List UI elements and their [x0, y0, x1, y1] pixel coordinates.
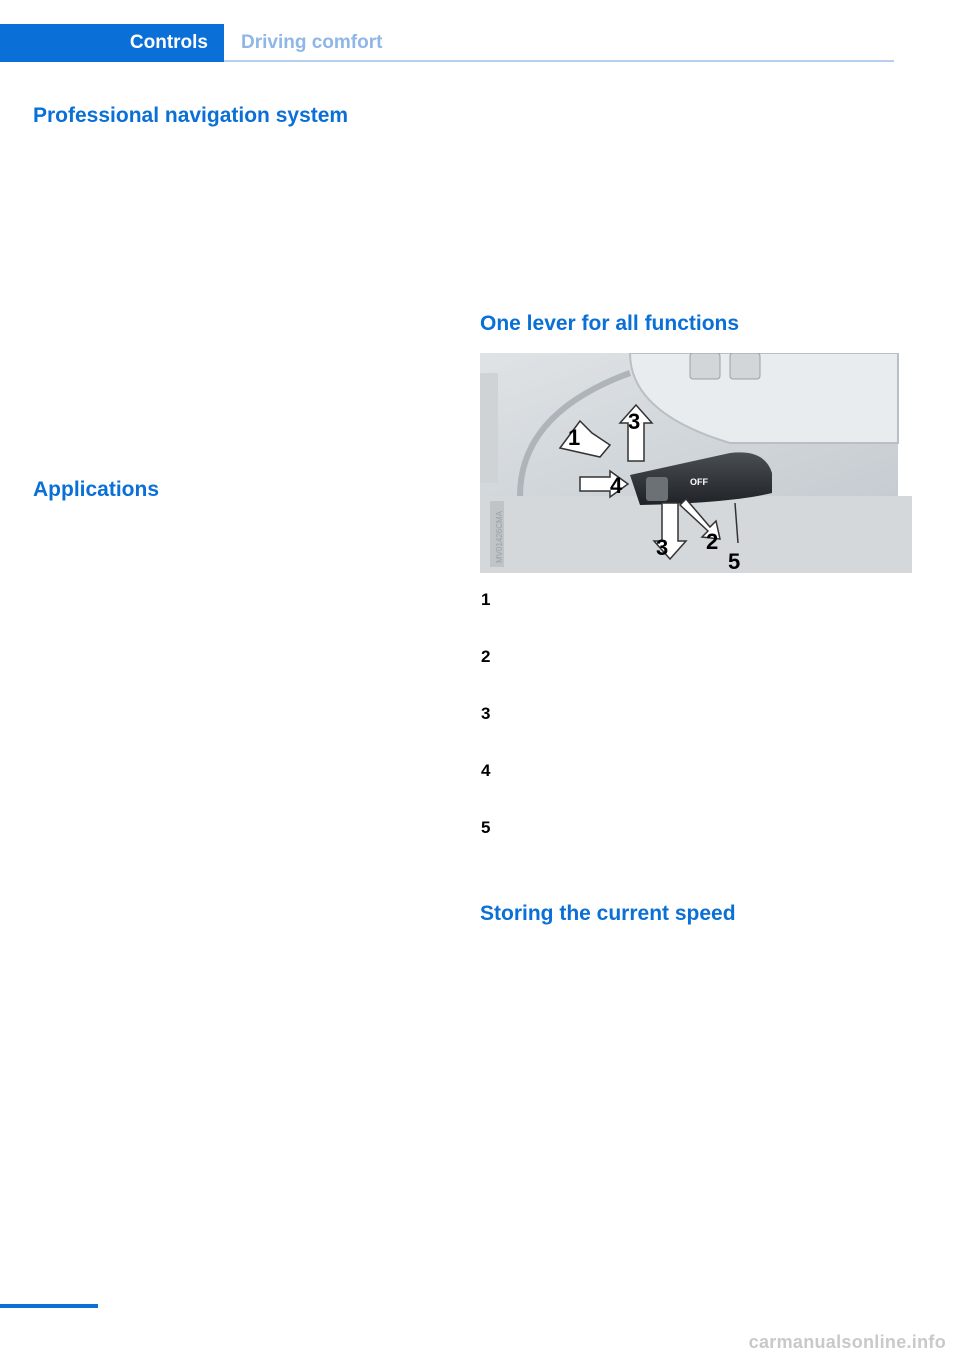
section-tab[interactable]	[241, 24, 382, 62]
footer-accent-bar	[0, 1304, 98, 1308]
heading-professional-navigation: Professional navigation system	[33, 104, 349, 127]
dash-button	[730, 353, 760, 379]
callout-3-up: 3	[628, 409, 641, 434]
chapter-tab-label: Controls	[129, 32, 208, 53]
dash-vent	[480, 373, 498, 483]
dash-button	[690, 353, 720, 379]
legend-item-2: 2	[481, 647, 491, 666]
legend-item-1: 1	[481, 590, 491, 609]
callout-5: 5	[728, 549, 741, 573]
heading-storing-speed: Storing the current speed	[480, 902, 736, 925]
callout-2: 2	[706, 529, 719, 554]
header-divider	[224, 60, 894, 62]
legend-item-5: 5	[481, 818, 491, 837]
heading-applications: Applications	[33, 478, 160, 501]
callout-3-down: 3	[656, 535, 669, 560]
lower-panel	[480, 496, 912, 573]
callout-1: 1	[568, 425, 581, 450]
lever-illustration	[480, 353, 912, 573]
cruise-control-lever-figure	[480, 353, 912, 573]
lever-rocker-4	[646, 477, 668, 501]
legend-item-4: 4	[481, 761, 491, 780]
callout-4: 4	[610, 473, 623, 498]
chapter-tab[interactable]	[0, 24, 224, 62]
figure-code: MV01426CMA	[495, 510, 504, 563]
lever-off-label: OFF	[690, 477, 708, 487]
heading-one-lever: One lever for all functions	[480, 312, 740, 335]
watermark: carmanualsonline.info	[748, 1332, 946, 1352]
section-tab-label: Driving comfort	[241, 32, 383, 53]
legend-item-3: 3	[481, 704, 491, 723]
